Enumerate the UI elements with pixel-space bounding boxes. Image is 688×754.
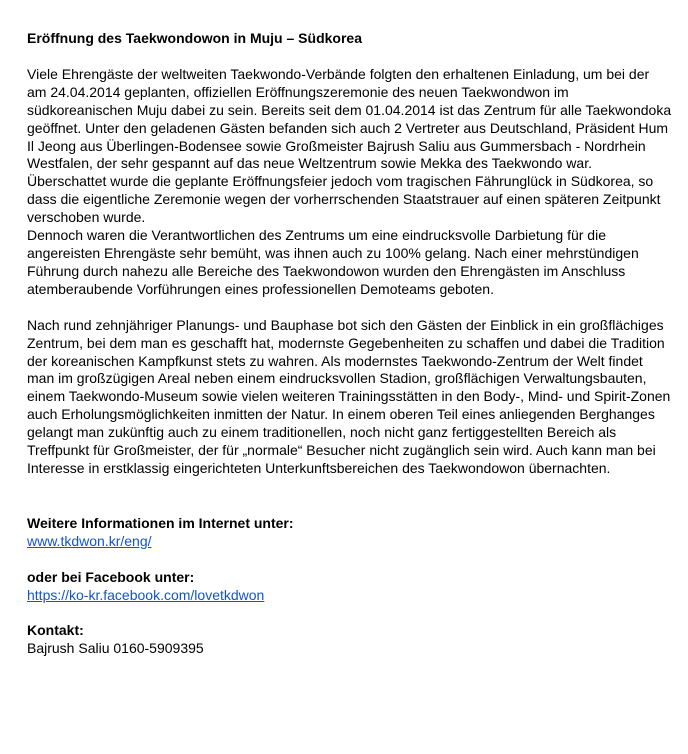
facebook-heading: oder bei Facebook unter:	[27, 568, 195, 585]
section-spacer	[27, 478, 672, 515]
paragraph-invitation: Viele Ehrengäste der weltweiten Taekwondo-Verbände folgten den erhaltenen Einladung, um bei der am 24.04.2014 geplanten, offiziellen Eröffnungszeremonie des neuen Taekwondwon im südkoreanischen Muju dabei zu sein. Bereits seit dem 01.04.2014 ist das Zentrum für alle Taekwondoka geöffnet. Unter den geladenen Gästen befanden sich auch 2 Vertreter aus Deutschland, Präsident Hum Il Jeong aus Überlingen-Bodensee sowie Großmeister Bajrush Saliu aus Gummersbach - Nordrhein Westfalen, der sehr gespannt auf das neue Weltzentrum sowie Mekka des Taekwondo war.	[27, 65, 672, 172]
section-spacer	[27, 604, 672, 622]
section-spacer	[27, 551, 672, 569]
website-link[interactable]: www.tkdwon.kr/eng/	[27, 532, 152, 549]
facebook-link[interactable]: https://ko-kr.facebook.com/lovetkdwon	[27, 586, 265, 603]
paragraph-center-description: Nach rund zehnjähriger Planungs- und Bauphase bot sich den Gästen der Einblick in ein großflächiges Zentrum, bei dem man es geschafft hat, modernste Gegebenheiten zu schaffen und dabei die Tradition der koreanischen Kampfkunst stets zu wahren. Als modernstes Taekwondo-Zentrum der Welt findet man im großzügigen Areal neben einem eindrucksvollen Stadion, großflächigen Verwaltungsbauten, einem Taekwondo-Museum sowie vielen weiteren Trainingsstätten in den Body-, Mind- und Spirit-Zonen auch Erholungsmöglichkeiten inmitten der Natur. In einem oberen Teil eines anliegenden Berghanges gelangt man zukünftig auch zu einem traditionellen, noch nicht ganz fertiggestellten Bereich als Treffpunkt für Großmeister, der für „normale“ Besucher nicht zugänglich sein wird. Auch kann man bei Interesse in erstklassig eingerichteten Unterkunftsbereichen des Taekwondowon übernachten.	[27, 316, 671, 476]
paragraph-tour: Dennoch waren die Verantwortlichen des Zentrums um eine eindrucksvolle Darbietung für die angereisten Ehrengäste sehr bemüht, was ihnen auch zu 100% gelang. Nach einer mehrstündigen Führung durch nahezu alle Bereiche des Taekwondowon wurden den Ehrengästen im Anschluss atemberaubende Vorführungen eines professionellen Demoteams geboten.	[27, 227, 639, 297]
contact-details: Bajrush Saliu 0160-5909395	[27, 640, 204, 657]
paragraph-spacer	[27, 299, 672, 317]
document-title: Eröffnung des Taekwondowon in Muju – Südkorea	[27, 30, 362, 46]
contact-heading: Kontakt:	[27, 622, 84, 639]
web-info-heading: Weitere Informationen im Internet unter:	[27, 514, 294, 531]
paragraph-postponement: Überschattet wurde die geplante Eröffnungsfeier jedoch vom tragischen Fährunglück in Südkorea, so dass die eigentliche Zeremonie wegen der vorherrschenden Staatstrauer auf einen späteren Zeitpunkt verschoben wurde.	[27, 173, 661, 226]
